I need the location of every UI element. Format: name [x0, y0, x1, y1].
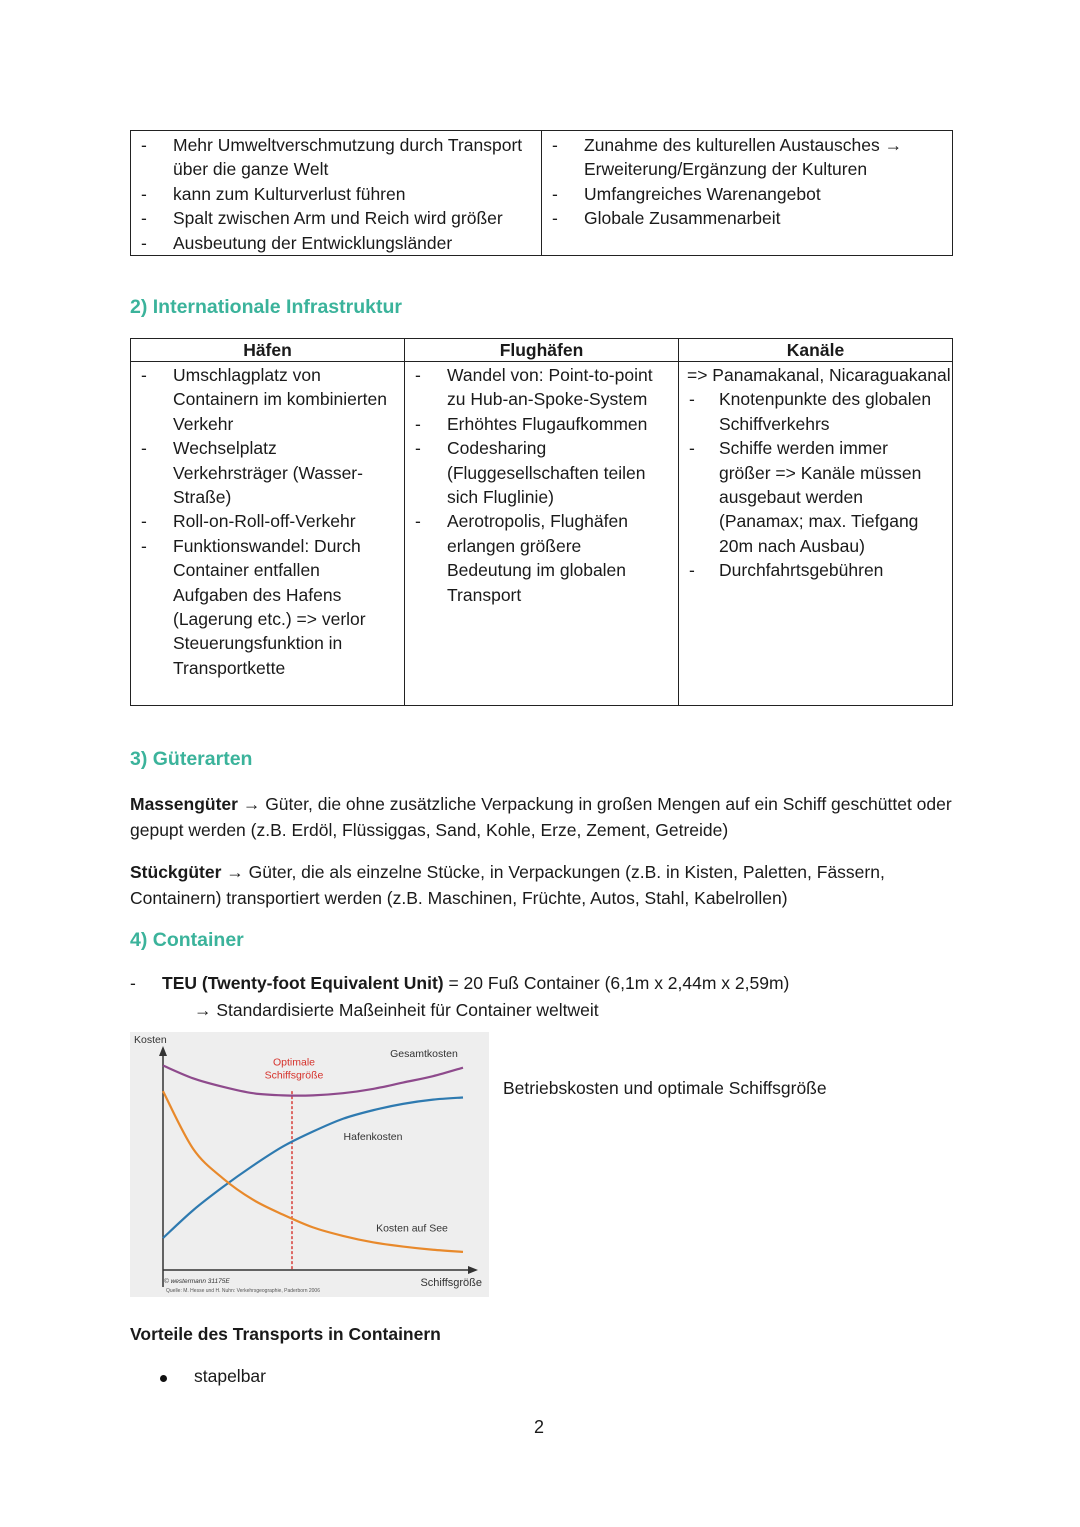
massengueter-text: → Güter, die ohne zusätzliche Verpackung in großen Mengen auf ein Schiff geschüttet oder gepupt werden (z.B. Erdöl, Flüssiggas, Sand, Kohle, Erze, Zement, Getreide) — [130, 794, 952, 840]
bullet-icon — [160, 1375, 167, 1382]
list-item: - Knotenpunkte des globalen Schiffverkehrs — [679, 387, 944, 436]
teu-subline: → Standardisierte Maßeinheit für Container weltweit — [194, 1000, 599, 1020]
list-item: - Ausbeutung der Entwicklungsländer — [131, 231, 533, 255]
column-header-flughaefen: Flughäfen — [405, 339, 679, 362]
teu-text: = 20 Fuß Container (6,1m x 2,44m x 2,59m) — [443, 973, 790, 993]
list-item-label: stapelbar — [194, 1366, 266, 1386]
haefen-list — [131, 363, 404, 680]
cons-list — [131, 133, 541, 255]
infrastructure-table — [130, 338, 953, 706]
column-header-haefen: Häfen — [131, 339, 405, 362]
stueckgueter-paragraph — [130, 859, 960, 911]
list-item: - Funktionswandel: Durch Container entfallen Aufgaben des Hafens (Lagerung etc.) => verlor Steuerungsfunktion in Transportkette — [131, 534, 396, 680]
haefen-cell — [131, 362, 405, 706]
chart-caption: Betriebskosten und optimale Schiffsgröße — [503, 1078, 827, 1098]
chart-svg — [130, 1032, 489, 1297]
massengueter-term: Massengüter — [130, 794, 238, 814]
column-header-kanaele: Kanäle — [679, 339, 953, 362]
list-item: - Schiffe werden immer größer => Kanäle müssen ausgebaut werden (Panamax; max. Tiefgang 20m nach Ausbau) — [679, 436, 944, 558]
teu-term: TEU (Twenty-foot Equivalent Unit) — [162, 973, 444, 993]
dash-marker: - — [130, 973, 136, 993]
list-item: - Wechselplatz Verkehrsträger (Wasser-Straße) — [131, 436, 396, 509]
list-item: - kann zum Kulturverlust führen — [131, 182, 533, 206]
x-axis-arrow-icon — [468, 1266, 478, 1274]
vorteile-heading: Vorteile des Transports in Containern — [130, 1324, 441, 1344]
list-item: - Mehr Umweltverschmutzung durch Transport über die ganze Welt — [131, 133, 533, 182]
pros-cell — [542, 131, 953, 256]
kanaele-list — [679, 387, 952, 582]
list-item: - Roll-on-Roll-off-Verkehr — [131, 509, 396, 533]
list-item: - Durchfahrtsgebühren — [679, 558, 944, 582]
optimum-annotation: Schiffsgröße — [264, 1069, 324, 1082]
operating-costs-chart — [130, 1032, 489, 1297]
source-text: Quelle: M. Hesse und H. Nuhn: Verkehrsgeographie, Paderborn 2006 — [166, 1288, 320, 1294]
y-axis-label: Kosten — [134, 1034, 167, 1046]
list-item: - Erhöhtes Flugaufkommen — [405, 412, 670, 436]
pros-list — [542, 133, 952, 231]
list-item: - Globale Zusammenarbeit — [542, 206, 944, 230]
series-layer — [163, 1066, 463, 1270]
kanaele-cell — [679, 362, 953, 706]
section-heading-gueterarten: 3) Güterarten — [130, 748, 253, 770]
stueckgueter-term: Stückgüter — [130, 862, 222, 882]
credit-text: © westermann 31175E — [164, 1278, 230, 1285]
pros-cons-table — [130, 130, 953, 256]
x-axis-label: Schiffsgröße — [420, 1277, 482, 1289]
teu-line — [162, 970, 789, 996]
section-heading-infrastructure: 2) Internationale Infrastruktur — [130, 296, 402, 318]
y-axis-arrow-icon — [159, 1046, 167, 1056]
massengueter-paragraph — [130, 791, 960, 843]
list-item: - Umschlagplatz von Containern im kombinierten Verkehr — [131, 363, 396, 436]
series-label: Kosten auf See — [376, 1222, 448, 1235]
kanaele-intro: => Panamakanal, Nicaraguakanal — [687, 365, 951, 385]
section-heading-container: 4) Container — [130, 929, 244, 951]
list-item: - Wandel von: Point-to-point zu Hub-an-Spoke-System — [405, 363, 670, 412]
list-item: - Spalt zwischen Arm und Reich wird größer — [131, 206, 533, 230]
flughaefen-cell — [405, 362, 679, 706]
flughaefen-list — [405, 363, 678, 607]
series-label: Gesamtkosten — [390, 1048, 458, 1060]
series-label: Hafenkosten — [343, 1131, 403, 1144]
cons-cell — [131, 131, 542, 256]
optimum-annotation: Optimale — [272, 1056, 316, 1069]
list-item: - Codesharing (Fluggesellschaften teilen sich Fluglinie) — [405, 436, 670, 509]
list-item: - Zunahme des kulturellen Austausches → Erweiterung/Ergänzung der Kulturen — [542, 133, 944, 182]
stueckgueter-text: → Güter, die als einzelne Stücke, in Verpackungen (z.B. in Kisten, Paletten, Fässern, Containern) transportiert werden (z.B. Maschinen, Früchte, Autos, Stahl, Kabelrollen) — [130, 862, 885, 908]
list-item: - Aerotropolis, Flughäfen erlangen größere Bedeutung im globalen Transport — [405, 509, 670, 607]
page-number: 2 — [534, 1417, 545, 1437]
list-item: - Umfangreiches Warenangebot — [542, 182, 944, 206]
series-line-hafenkosten — [163, 1097, 463, 1238]
